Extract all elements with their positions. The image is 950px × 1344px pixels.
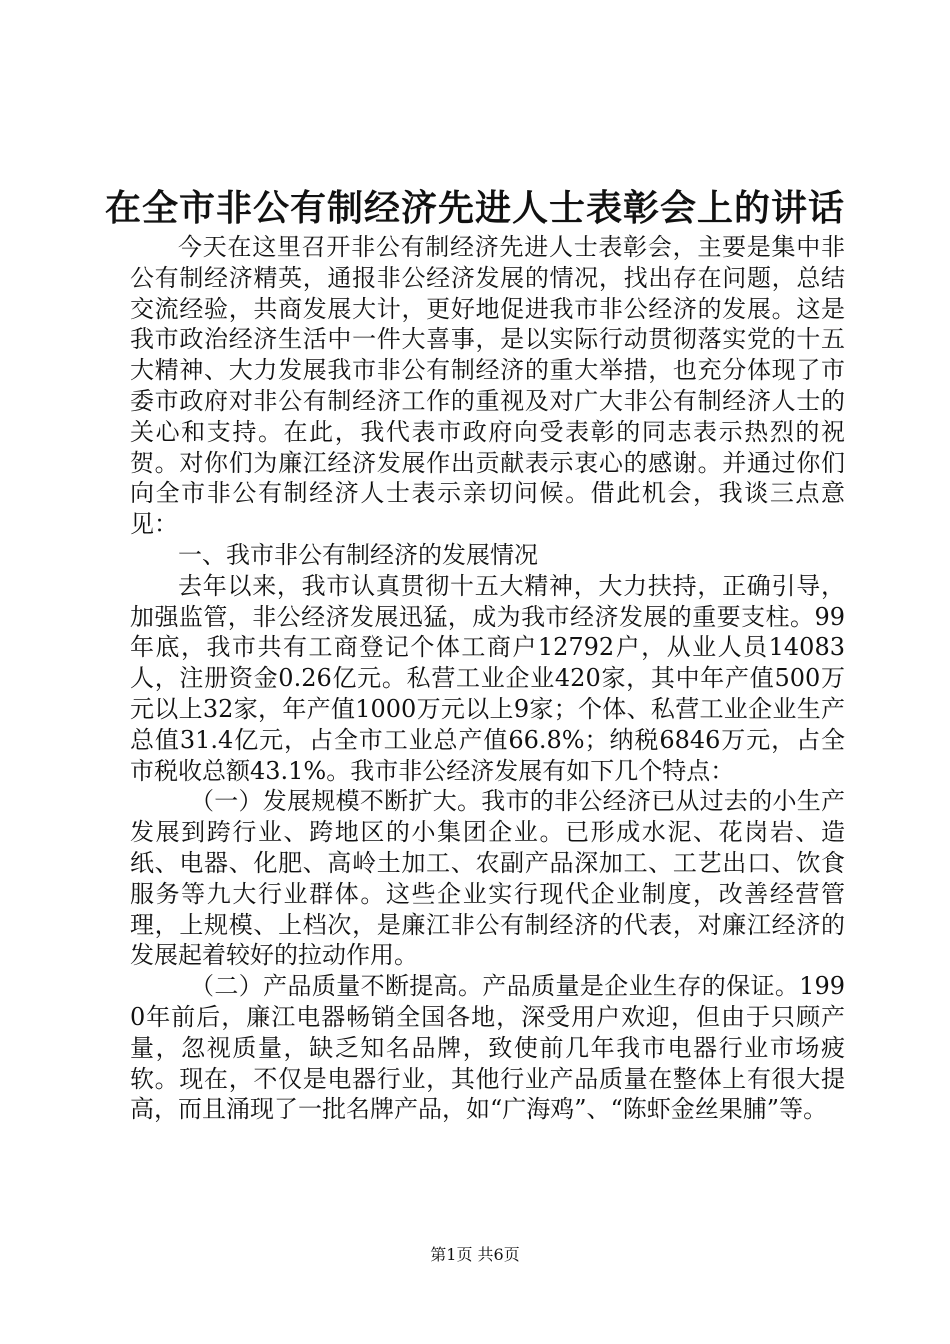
section-heading: 一、我市非公有制经济的发展情况 bbox=[178, 540, 538, 569]
point-one-paragraph: （一）发展规模不断扩大。我市的非公经济已从过去的小生产发展到跨行业、跨地区的小集团企业。已形成水泥、花岗岩、造纸、电器、化肥、高岭土加工、农副产品深加工、工艺出口、饮食服务等九大行业群体。这些企业实行现代企业制度，改善经营管理，上规模、上档次，是廉江非公有制经济的代表，对廉江经济的发展起着较好的拉动作用。 bbox=[130, 787, 845, 970]
page-number: 第1页 共6页 bbox=[430, 1245, 520, 1264]
overview-paragraph: 去年以来，我市认真贯彻十五大精神，大力扶持，正确引导，加强监管，非公经济发展迅猛，成为我市经济发展的重要支柱。99年底，我市共有工商登记个体工商户12792户，从业人员14083人，注册资金0.26亿元。私营工业企业420家，其中年产值500万元以上32家，年产值1000万元以上9家；个体、私营工业企业生产总值31.4亿元，占全市工业总产值66.8%；纳税6846万元，占全市税收总额43.1%。我市非公经济发展有如下几个特点： bbox=[130, 571, 845, 785]
document-title: 在全市非公有制经济先进人士表彰会上的讲话 bbox=[104, 187, 845, 229]
point-two-paragraph: （二）产品质量不断提高。产品质量是企业生存的保证。1990年前后，廉江电器畅销全国各地，深受用户欢迎，但由于只顾产量，忽视质量，缺乏知名品牌，致使前几年我市电器行业市场疲软。现在，不仅是电器行业，其他行业产品质量在整体上有很大提高，而且涌现了一批名牌产品，如“广海鸡”、“陈虾金丝果脯”等。 bbox=[130, 972, 845, 1124]
intro-paragraph: 今天在这里召开非公有制经济先进人士表彰会，主要是集中非公有制经济精英，通报非公经济发展的情况，找出存在问题，总结交流经验，共商发展大计，更好地促进我市非公经济的发展。这是我市政治经济生活中一件大喜事，是以实际行动贯彻落实党的十五大精神、大力发展我市非公有制经济的重大举措，也充分体现了市委市政府对非公有制经济工作的重视及对广大非公有制经济人士的关心和支持。在此，我代表市政府向受表彰的同志表示热烈的祝贺。对你们为廉江经济发展作出贡献表示衷心的感谢。并通过你们向全市非公有制经济人士表示亲切问候。借此机会，我谈三点意见： bbox=[130, 233, 845, 539]
document-body bbox=[130, 232, 845, 1125]
